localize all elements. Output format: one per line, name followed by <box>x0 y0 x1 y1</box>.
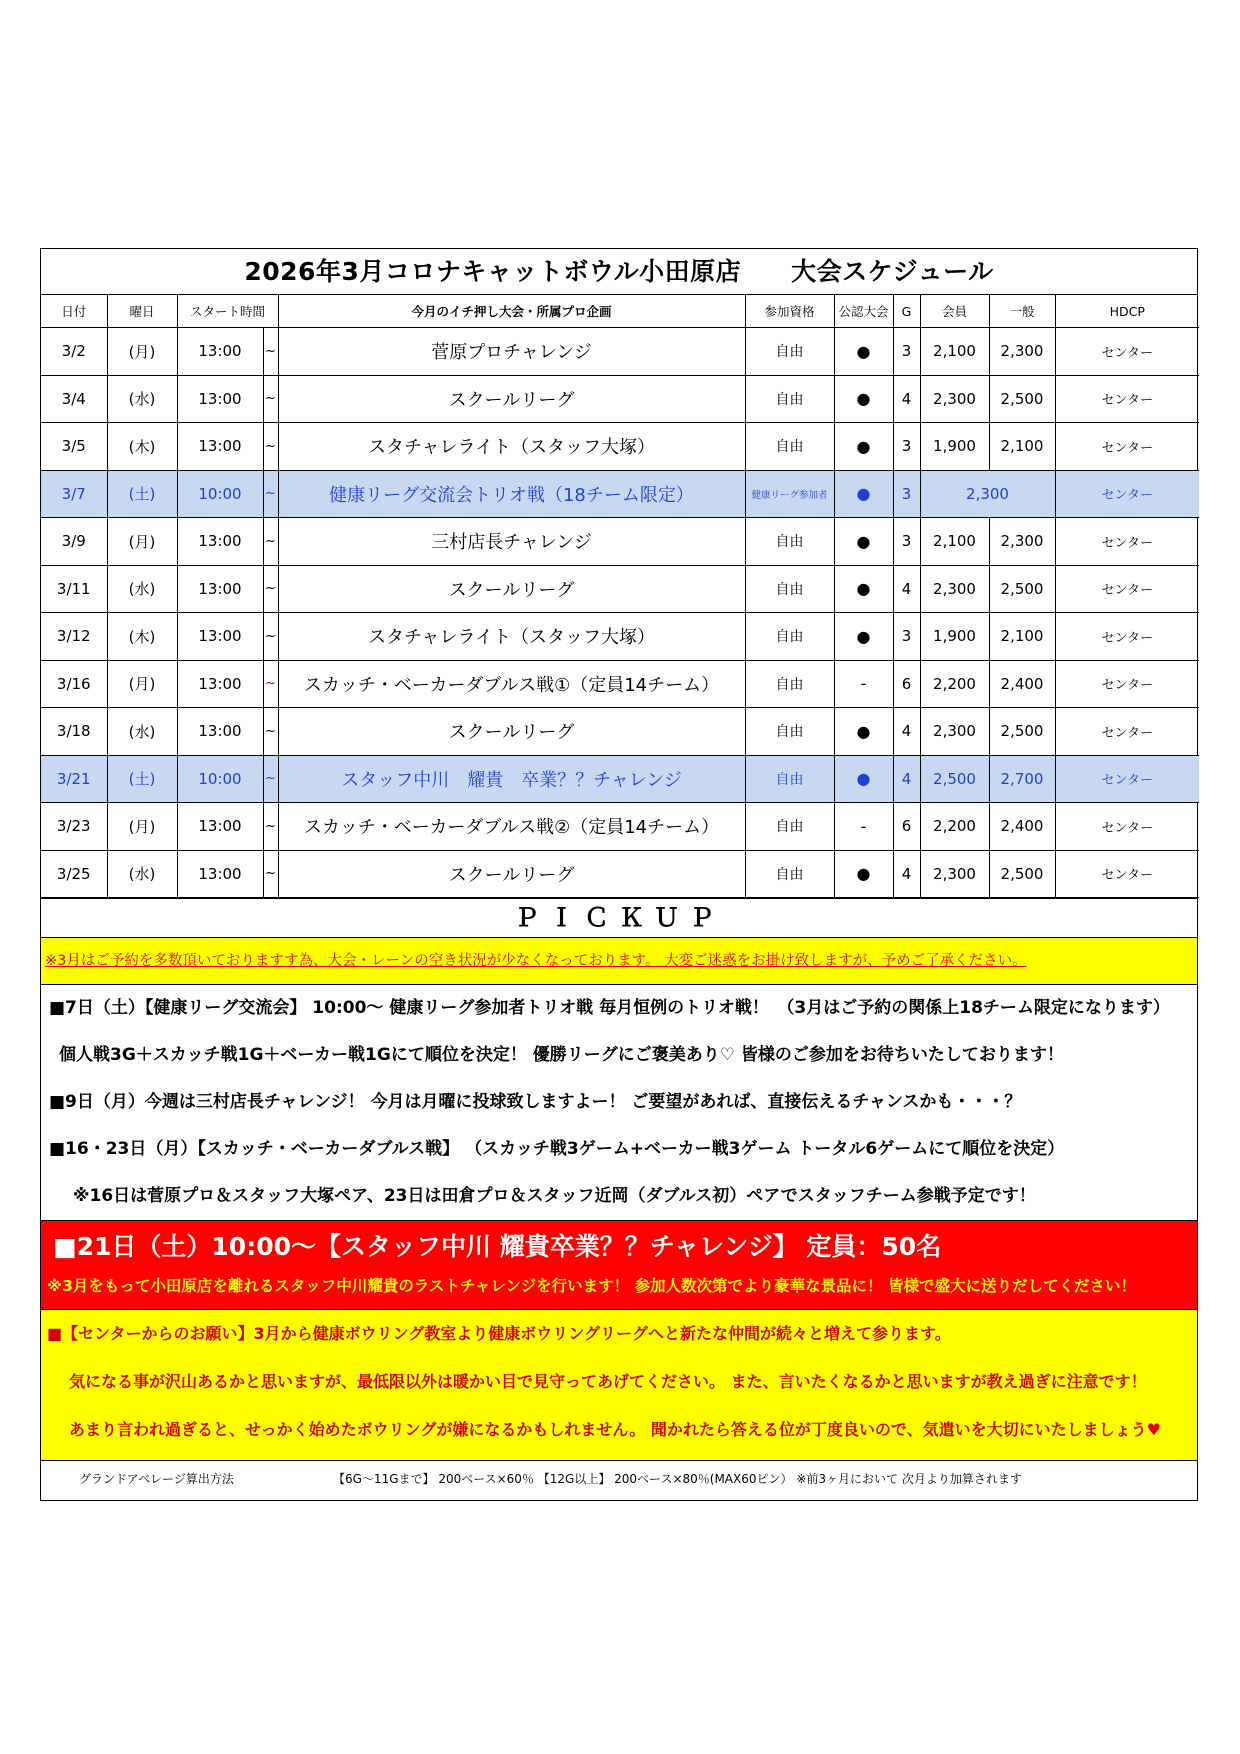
cell-official: ● <box>834 613 893 661</box>
cell-general: 2,500 <box>989 375 1055 423</box>
cell-event: 三村店長チャレンジ <box>278 518 745 566</box>
cell-time: 13:00 <box>177 660 263 708</box>
graduation-challenge-detail: ※3月をもって小田原店を離れるスタッフ中川耀貴のラストチャレンジを行います！ 参加人数次第でより豪華な景品に！ 皆様で盛大に送りだしてください！ <box>47 1277 1136 1295</box>
cell-tilde: ~ <box>263 470 278 518</box>
cell-date: 3/18 <box>41 708 107 756</box>
footer-label: グランドアベレージ算出方法 <box>79 1472 234 1486</box>
header-date: 日付 <box>41 295 107 328</box>
header-games: G <box>893 295 920 328</box>
table-row <box>41 328 1199 376</box>
cell-tilde: ~ <box>263 708 278 756</box>
table-row <box>41 565 1199 613</box>
cell-member: 2,300 <box>920 850 989 898</box>
cell-general: 2,100 <box>989 613 1055 661</box>
cell-member: 2,300 <box>920 708 989 756</box>
cell-time: 13:00 <box>177 375 263 423</box>
cell-event: スカッチ・ベーカーダブルス戦①（定員14チーム） <box>278 660 745 708</box>
cell-date: 3/7 <box>41 470 107 518</box>
cell-time: 13:00 <box>177 423 263 471</box>
center-request-text: あまり言われ過ぎると、せっかく始めたボウリングが嫌になるかもしれません。 聞かれたら答える位が丁度良いので、気遣いを大切にいたしましょう <box>69 1420 1147 1439</box>
table-row <box>41 803 1199 851</box>
cell-hdcp: センター <box>1055 565 1199 613</box>
cell-day: (月) <box>107 803 177 851</box>
cell-games: 6 <box>893 803 920 851</box>
cell-games: 4 <box>893 375 920 423</box>
cell-official: - <box>834 803 893 851</box>
graduation-challenge-box <box>41 1220 1197 1310</box>
heart-icon: ♥ <box>1146 1420 1161 1439</box>
cell-day: (水) <box>107 850 177 898</box>
cell-date: 3/5 <box>41 423 107 471</box>
cell-date: 3/21 <box>41 755 107 803</box>
cell-official: ● <box>834 518 893 566</box>
cell-eligibility: 自由 <box>745 375 834 423</box>
cell-member: 2,300 <box>920 375 989 423</box>
grand-average-footer <box>41 1461 1197 1500</box>
cell-tilde: ~ <box>263 328 278 376</box>
cell-day: (月) <box>107 660 177 708</box>
title-main: 2026年3月コロナキャットボウル小田原店 <box>244 257 742 286</box>
pickup-info <box>41 985 1197 1220</box>
cell-eligibility: 自由 <box>745 803 834 851</box>
cell-games: 6 <box>893 660 920 708</box>
cell-event: スクールリーグ <box>278 375 745 423</box>
cell-games: 4 <box>893 850 920 898</box>
cell-eligibility: 自由 <box>745 613 834 661</box>
cell-time: 13:00 <box>177 565 263 613</box>
cell-official: ● <box>834 755 893 803</box>
cell-date: 3/16 <box>41 660 107 708</box>
cell-time: 10:00 <box>177 755 263 803</box>
cell-day: (水) <box>107 375 177 423</box>
center-request-line: 気になる事が沢山あるかと思いますが、最低限以外は暖かい目で見守ってあげてください。 また、言いたくなるかと思いますが教え過ぎに注意です！ <box>69 1372 1147 1391</box>
cell-day: (月) <box>107 518 177 566</box>
cell-day: (土) <box>107 470 177 518</box>
schedule-sheet <box>40 248 1198 1501</box>
cell-event: スタチャレライト（スタッフ大塚） <box>278 613 745 661</box>
cell-day: (水) <box>107 708 177 756</box>
title-sub: 大会スケジュール <box>791 257 994 286</box>
pickup-heading: ＰＩＣＫＵＰ <box>41 898 1197 938</box>
cell-games: 3 <box>893 328 920 376</box>
cell-general: 2,500 <box>989 850 1055 898</box>
cell-member: 1,900 <box>920 423 989 471</box>
cell-eligibility: 健康リーグ参加者 <box>745 470 834 518</box>
cell-eligibility: 自由 <box>745 660 834 708</box>
header-day: 曜日 <box>107 295 177 328</box>
cell-tilde: ~ <box>263 375 278 423</box>
cell-eligibility: 自由 <box>745 565 834 613</box>
header-eligibility: 参加資格 <box>745 295 834 328</box>
page-title <box>41 249 1197 295</box>
cell-day: (木) <box>107 613 177 661</box>
pickup-line-mimura: ■9日（月）今週は三村店長チャレンジ！ 今月は月曜に投球致しますよー！ ご要望があれば、直接伝えるチャンスかも・・・？ <box>49 1092 1022 1112</box>
header-general: 一般 <box>989 295 1055 328</box>
cell-date: 3/25 <box>41 850 107 898</box>
cell-hdcp: センター <box>1055 328 1199 376</box>
cell-general: 2,500 <box>989 708 1055 756</box>
cell-hdcp: センター <box>1055 755 1199 803</box>
cell-general: 2,300 <box>989 518 1055 566</box>
cell-member: 2,100 <box>920 518 989 566</box>
cell-eligibility: 自由 <box>745 708 834 756</box>
cell-hdcp: センター <box>1055 850 1199 898</box>
header-start: スタート時間 <box>177 295 278 328</box>
cell-tilde: ~ <box>263 518 278 566</box>
header-hdcp: HDCP <box>1055 295 1199 328</box>
cell-official: ● <box>834 423 893 471</box>
cell-general: 2,300 <box>989 328 1055 376</box>
cell-games: 4 <box>893 565 920 613</box>
cell-hdcp: センター <box>1055 470 1199 518</box>
cell-date: 3/23 <box>41 803 107 851</box>
cell-hdcp: センター <box>1055 660 1199 708</box>
cell-general: 2,400 <box>989 660 1055 708</box>
pickup-line-kenko: ■7日（土）【健康リーグ交流会】 10:00～ 健康リーグ参加者トリオ戦 毎月恒例のトリオ戦！ （3月はご予約の関係上18チーム限定になります） <box>49 998 1170 1018</box>
table-row <box>41 850 1199 898</box>
cell-tilde: ~ <box>263 613 278 661</box>
center-request-box <box>41 1310 1197 1461</box>
cell-tilde: ~ <box>263 423 278 471</box>
reservation-notice <box>41 938 1197 985</box>
cell-tilde: ~ <box>263 755 278 803</box>
cell-official: ● <box>834 565 893 613</box>
cell-event: スタチャレライト（スタッフ大塚） <box>278 423 745 471</box>
cell-eligibility: 自由 <box>745 755 834 803</box>
cell-date: 3/2 <box>41 328 107 376</box>
table-row <box>41 708 1199 756</box>
cell-eligibility: 自由 <box>745 850 834 898</box>
cell-tilde: ~ <box>263 565 278 613</box>
cell-general: 2,100 <box>989 423 1055 471</box>
cell-official: ● <box>834 850 893 898</box>
footer-body: 【6G～11Gまで】 200ベース×60％ 【12G以上】 200ベース×80％(MAX60ピン） ※前3ヶ月において 次月より加算されます <box>333 1472 1022 1486</box>
cell-day: (水) <box>107 565 177 613</box>
cell-games: 4 <box>893 708 920 756</box>
cell-event: 菅原プロチャレンジ <box>278 328 745 376</box>
table-row-highlighted <box>41 470 1199 518</box>
cell-time: 13:00 <box>177 518 263 566</box>
pickup-line-doubles: ■16・23日（月）【スカッチ・ベーカーダブルス戦】 （スカッチ戦3ゲーム+ベーカー戦3ゲーム トータル6ゲームにて順位を決定） <box>49 1139 1065 1159</box>
cell-member: 2,200 <box>920 803 989 851</box>
center-request-line: ■【センターからのお願い】3月から健康ボウリング教室より健康ボウリングリーグへと新たな仲間が続々と増えて参ります。 <box>47 1324 951 1343</box>
pickup-line-doubles-detail: ※16日は菅原プロ＆スタッフ大塚ペア、23日は田倉プロ＆スタッフ近岡（ダブルス初）ペアでスタッフチーム参戦予定です！ <box>73 1186 1036 1206</box>
pickup-line-kenko-detail: 個人戦3G＋スカッチ戦1G＋ベーカー戦1Gにて順位を決定！ 優勝リーグにご褒美あり♡ 皆様のご参加をお待ちいたしております！ <box>59 1045 1064 1065</box>
cell-event: スクールリーグ <box>278 565 745 613</box>
header-member: 会員 <box>920 295 989 328</box>
cell-games: 3 <box>893 423 920 471</box>
table-row-highlighted <box>41 755 1199 803</box>
table-row <box>41 423 1199 471</box>
table-row <box>41 660 1199 708</box>
reservation-notice-text: ※3月はご予約を多数頂いておりますす為、大会・レーンの空き状況が少なくなっております。 大変ご迷惑をお掛け致しますが、予めご了承ください。 <box>45 953 1027 969</box>
cell-tilde: ~ <box>263 660 278 708</box>
cell-date: 3/9 <box>41 518 107 566</box>
cell-event: 健康リーグ交流会トリオ戦（18チーム限定） <box>278 470 745 518</box>
table-row <box>41 375 1199 423</box>
schedule-table <box>41 295 1199 898</box>
cell-general: 2,400 <box>989 803 1055 851</box>
cell-hdcp: センター <box>1055 375 1199 423</box>
table-row <box>41 613 1199 661</box>
cell-time: 13:00 <box>177 803 263 851</box>
cell-member: 1,900 <box>920 613 989 661</box>
cell-event: スタッフ中川 耀貴 卒業？？チャレンジ <box>278 755 745 803</box>
cell-hdcp: センター <box>1055 708 1199 756</box>
cell-eligibility: 自由 <box>745 518 834 566</box>
cell-member: 2,300 <box>920 565 989 613</box>
cell-games: 3 <box>893 470 920 518</box>
cell-price-merged: 2,300 <box>920 470 1055 518</box>
cell-member: 2,200 <box>920 660 989 708</box>
cell-tilde: ~ <box>263 803 278 851</box>
cell-day: (木) <box>107 423 177 471</box>
cell-games: 4 <box>893 755 920 803</box>
cell-official: ● <box>834 470 893 518</box>
cell-official: ● <box>834 375 893 423</box>
cell-day: (土) <box>107 755 177 803</box>
cell-time: 13:00 <box>177 708 263 756</box>
table-header-row <box>41 295 1199 328</box>
cell-games: 3 <box>893 518 920 566</box>
cell-time: 13:00 <box>177 613 263 661</box>
cell-hdcp: センター <box>1055 613 1199 661</box>
cell-time: 13:00 <box>177 328 263 376</box>
cell-official: - <box>834 660 893 708</box>
cell-eligibility: 自由 <box>745 423 834 471</box>
cell-eligibility: 自由 <box>745 328 834 376</box>
table-row <box>41 518 1199 566</box>
cell-hdcp: センター <box>1055 423 1199 471</box>
cell-day: (月) <box>107 328 177 376</box>
cell-official: ● <box>834 708 893 756</box>
center-request-line-last <box>41 1406 1197 1454</box>
cell-event: スクールリーグ <box>278 708 745 756</box>
cell-tilde: ~ <box>263 850 278 898</box>
cell-hdcp: センター <box>1055 518 1199 566</box>
cell-general: 2,500 <box>989 565 1055 613</box>
cell-official: ● <box>834 328 893 376</box>
cell-hdcp: センター <box>1055 803 1199 851</box>
cell-date: 3/11 <box>41 565 107 613</box>
cell-date: 3/12 <box>41 613 107 661</box>
cell-date: 3/4 <box>41 375 107 423</box>
graduation-challenge-headline: ■21日（土）10:00～【スタッフ中川 耀貴卒業？？チャレンジ】 定員：50名 <box>53 1232 942 1261</box>
header-official: 公認大会 <box>834 295 893 328</box>
cell-games: 3 <box>893 613 920 661</box>
cell-time: 13:00 <box>177 850 263 898</box>
cell-member: 2,500 <box>920 755 989 803</box>
cell-event: スカッチ・ベーカーダブルス戦②（定員14チーム） <box>278 803 745 851</box>
cell-event: スクールリーグ <box>278 850 745 898</box>
cell-member: 2,100 <box>920 328 989 376</box>
cell-time: 10:00 <box>177 470 263 518</box>
header-event: 今月のイチ押し大会・所属プロ企画 <box>278 295 745 328</box>
cell-general: 2,700 <box>989 755 1055 803</box>
